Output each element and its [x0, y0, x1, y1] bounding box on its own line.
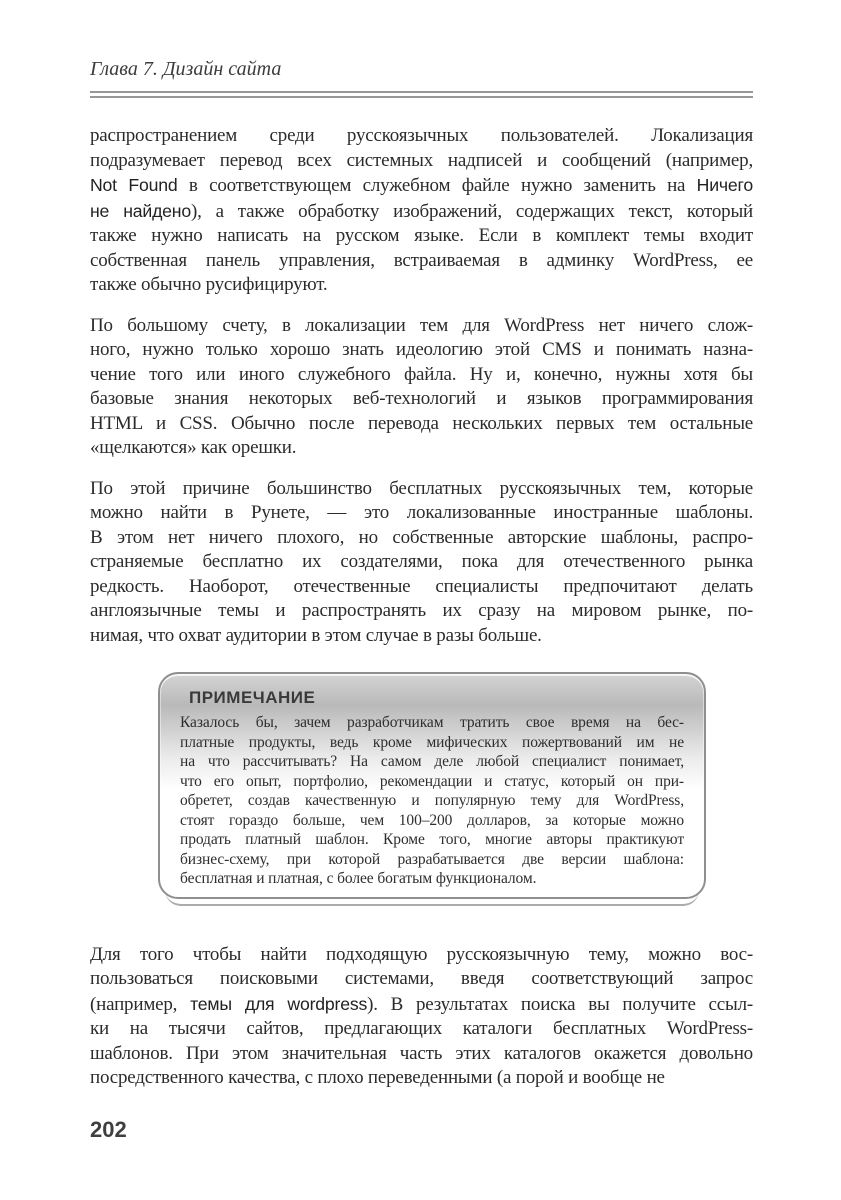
text-segment: страняемые бесплатно их создателями, пока для отечественного рынка	[90, 551, 753, 572]
text-line	[90, 967, 753, 992]
text-segment: В этом нет ничего плохого, но собственные авторские шаблоны, распро-	[90, 526, 753, 548]
text-segment: ки на тысячи сайтов, предлагающих каталоги бесплатных WordPress-	[90, 1018, 753, 1039]
text-line	[90, 224, 753, 249]
text-segment: платные продукты, ведь кроме мифических пожертвований им не	[180, 733, 684, 751]
text-segment: обретет, создав качественную и популярную тему для WordPress,	[180, 792, 684, 809]
text-line	[90, 526, 753, 551]
text-segment: чение того или иного служебного файла. Ну и, конечно, нужны хотя бы	[90, 363, 753, 385]
text-segment: также обычно русифицируют.	[90, 274, 328, 295]
text-line	[180, 772, 684, 792]
text-segment: нимая, что охват аудитории в этом случае в разы больше.	[90, 624, 542, 646]
text-line	[90, 1017, 753, 1042]
text-line	[180, 869, 684, 889]
text-segment: бизнес-схему, при которой разрабатывается две версии шаблона:	[180, 850, 684, 868]
ui-string-segment: Ничего	[696, 175, 753, 195]
text-segment: стоят гораздо больше, чем 100–200 долларов, за которые можно	[180, 811, 684, 829]
text-segment: англоязычные темы и распространять их сразу на мировом рынке, по-	[90, 600, 753, 621]
text-segment: распространением среди русскоязычных пользователей. Локализация	[90, 125, 753, 146]
text-line	[90, 249, 753, 274]
paragraph-2	[90, 314, 753, 461]
text-line	[180, 713, 684, 733]
text-line	[90, 363, 753, 388]
text-line	[90, 624, 753, 649]
text-segment: HTML и CSS. Обычно после перевода нескольких первых тем остальные	[90, 412, 753, 434]
paragraph-3	[90, 477, 753, 649]
text-line	[180, 811, 684, 831]
text-segment: шаблонов. При этом значительная часть этих каталогов окажется довольно	[90, 1042, 753, 1064]
text-line	[90, 412, 753, 437]
text-segment: «щелкаются» как орешки.	[90, 437, 297, 458]
text-segment: (например,	[90, 993, 191, 1015]
text-segment: посредственного качества, с плохо переведенными (а порой и вообще не	[90, 1067, 665, 1088]
header-rule	[90, 91, 753, 98]
ui-string-segment: темы для wordpress	[190, 993, 368, 1014]
text-line	[90, 149, 753, 174]
text-line	[90, 992, 753, 1018]
text-segment: в соответствующем служебном файле нужно заменить на	[177, 175, 697, 196]
text-line	[180, 850, 684, 870]
running-header: Глава 7. Дизайн сайта	[90, 58, 282, 80]
paragraph-1	[90, 124, 753, 298]
text-segment: ), а также обработку изображений, содержащих текст, который	[190, 200, 753, 222]
text-line	[180, 791, 684, 811]
text-segment: также нужно написать на русском языке. Если в комплект темы входит	[90, 225, 753, 246]
text-segment: По большому счету, в локализации тем для WordPress нет ничего слож-	[90, 314, 753, 336]
note-title: ПРИМЕЧАНИЕ	[189, 688, 316, 707]
text-line	[90, 436, 753, 461]
text-segment: собственная панель управления, встраиваемая в админку WordPress, ее	[90, 249, 753, 271]
text-line	[90, 338, 753, 363]
text-segment: редкость. Наоборот, отечественные специалисты предпочитают делать	[90, 575, 753, 597]
text-line	[90, 273, 753, 298]
text-line	[180, 733, 684, 753]
text-segment: можно найти в Рунете, — это локализованные иностранные шаблоны.	[90, 502, 753, 523]
text-segment: По этой причине большинство бесплатных русскоязычных тем, которые	[90, 477, 753, 499]
text-segment: ного, нужно только хорошо знать идеологию этой CMS и понимать назна-	[90, 339, 753, 360]
text-line	[90, 387, 753, 412]
text-segment: подразумевает перевод всех системных надписей и сообщений (например,	[90, 149, 753, 171]
ui-string-segment: Not Found	[90, 175, 178, 195]
text-line	[180, 752, 684, 772]
text-segment: ). В результатах поиска вы получите ссыл-	[367, 993, 753, 1015]
note-box	[158, 672, 706, 899]
text-segment: пользоваться поисковыми системами, введя соответствующий запрос	[90, 968, 753, 989]
text-segment: Казалось бы, зачем разработчикам тратить свое время на бес-	[180, 714, 684, 731]
page-number: 202	[90, 1116, 127, 1142]
ui-string-segment: не найдено	[90, 200, 191, 221]
text-segment: продать платный шаблон. Кроме того, многие авторы практикуют	[180, 831, 684, 848]
text-line	[90, 943, 753, 968]
text-line	[90, 314, 753, 339]
text-line	[90, 1042, 753, 1067]
note-body	[180, 713, 684, 889]
text-segment: бесплатная и платная, с более богатым функционалом.	[180, 870, 537, 887]
text-line	[90, 575, 753, 600]
text-segment: базовые знания некоторых веб-технологий и языков программирования	[90, 388, 753, 409]
text-segment: Для того чтобы найти подходящую русскоязычную тему, можно вос-	[90, 943, 753, 965]
text-segment: на что рассчитывать? На самом деле любой специалист понимает,	[180, 753, 684, 770]
text-line	[90, 599, 753, 624]
text-line	[90, 124, 753, 149]
text-line	[180, 830, 684, 850]
paragraph-4	[90, 943, 753, 1091]
text-line	[90, 199, 753, 225]
text-line	[90, 477, 753, 502]
text-segment: что его опыт, портфолио, рекомендации и статус, который он при-	[180, 772, 684, 790]
text-line	[90, 550, 753, 575]
text-line	[90, 1066, 753, 1091]
text-line	[90, 501, 753, 526]
text-line	[90, 173, 753, 199]
